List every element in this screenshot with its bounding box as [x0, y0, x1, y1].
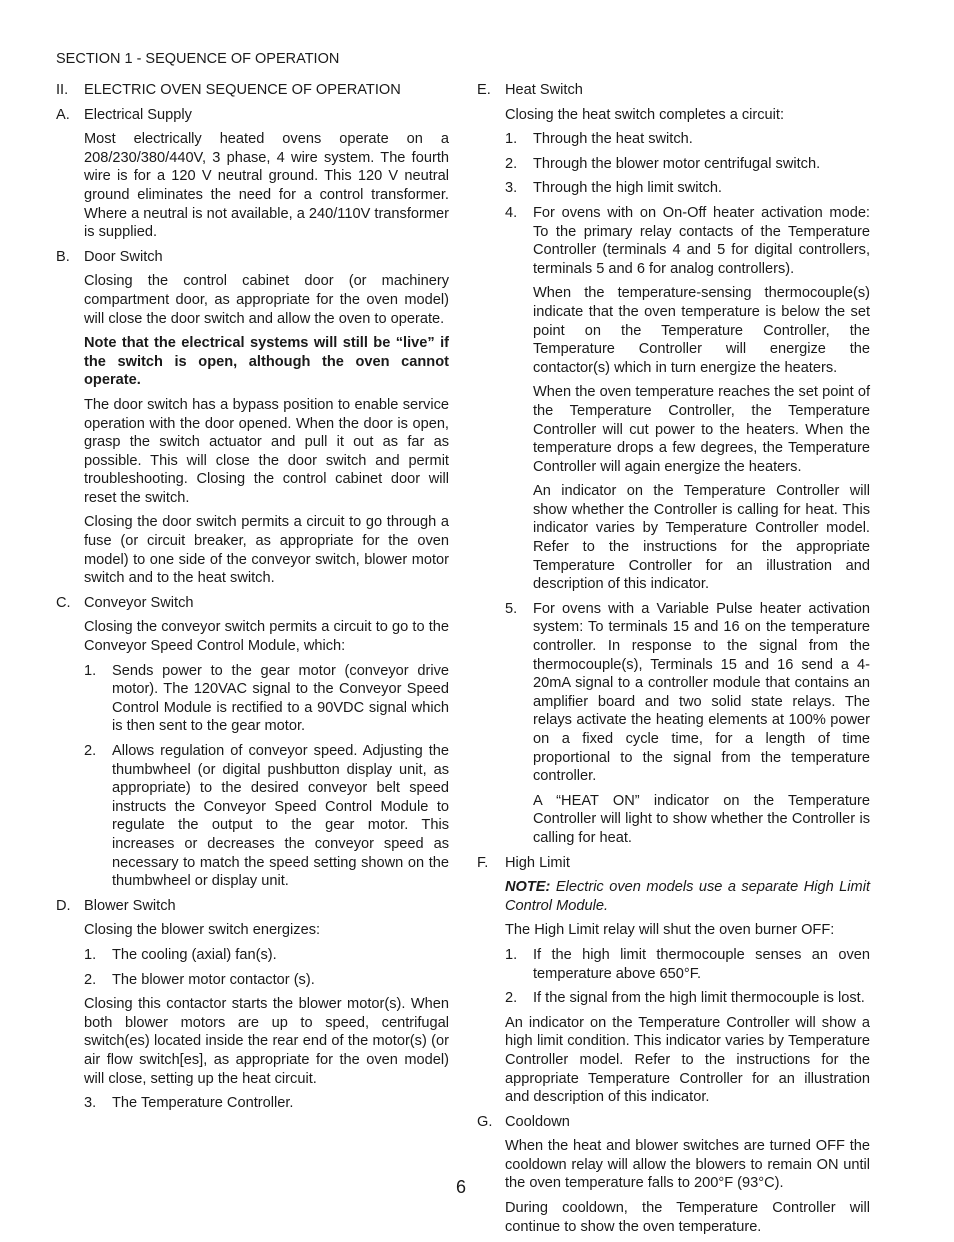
list-item-paragraph: For ovens with on On-Off heater activation mode: To the primary relay contacts of the Temperature Controller (terminals 4 and 5 for digital controllers, terminals 5 and 6 for analog controllers).	[533, 204, 870, 277]
section-g-paragraph-1: When the heat and blower switches are turned OFF the cooldown relay will allow the blowers to remain ON until the oven temperature falls to 200°F (93°C).	[505, 1138, 870, 1192]
section-e-label: E.	[477, 82, 491, 98]
list-item-number: 3.	[84, 1095, 97, 1112]
list-item-number: 2.	[505, 155, 518, 172]
section-b-paragraph-1: Closing the control cabinet door (or machinery compartment door, as appropriate for the oven model) will close the door switch and allow the oven to operate.	[84, 273, 449, 327]
list-item-text: The cooling (axial) fan(s).	[112, 946, 277, 963]
list-item	[84, 946, 449, 965]
list-item-text: Through the blower motor centrifugal switch.	[533, 155, 821, 172]
section-b-heading	[56, 248, 449, 267]
list-item	[84, 1094, 449, 1113]
list-item-number: 2.	[505, 990, 518, 1007]
list-item-number: 1.	[505, 131, 518, 148]
list-item	[505, 989, 870, 1008]
section-a-paragraph: Most electrically heated ovens operate on a 208/230/380/440V, 3 phase, 4 wire system. The fourth wire is for a 120 V neutral ground. This 120 V neutral ground eliminates the need for a control transformer. Where a neutral is not available, a 240/110V transformer is supplied.	[84, 131, 449, 241]
section-f-note	[505, 878, 870, 915]
section-a-heading	[56, 106, 449, 125]
list-item-paragraph: When the oven temperature reaches the set point of the Temperature Controller, the Temperature Controller will cut power to the heaters. When the temperature drops a few degrees, the Temperature Controller will again energize the heaters.	[533, 384, 870, 475]
section-b-paragraph-3: Closing the door switch permits a circuit to go through a fuse (or circuit breaker, as appropriate for the oven model) to one side of the conveyor switch, blower motor switch and to the heat switch.	[84, 514, 449, 587]
section-a-label: A.	[56, 106, 70, 123]
section-g-paragraph-2: During cooldown, the Temperature Controller will continue to show the oven temperature.	[505, 1200, 870, 1235]
section-b-note: Note that the electrical systems will still be “live” if the switch is open, although the oven cannot operate.	[84, 335, 449, 389]
section-d-paragraph-2: Closing this contactor starts the blower motor(s). When both blower motors are up to speed, centrifugal switch(es) located inside the rear end of the motor(s) (or air flow switch[es], as appropriate for the oven model) will close, setting up the heat circuit.	[84, 996, 449, 1087]
list-item-number: 4.	[505, 204, 518, 221]
note-label: NOTE:	[505, 879, 551, 896]
section-e-heading	[477, 81, 870, 100]
section-f-title: High Limit	[505, 854, 570, 871]
left-column	[56, 81, 449, 1119]
list-item-text: If the high limit thermocouple senses an oven temperature above 650°F.	[533, 946, 870, 982]
list-item-number: 1.	[84, 946, 97, 963]
list-item-body	[533, 204, 870, 594]
note-text: Electric oven models use a separate High Limit Control Module.	[505, 879, 870, 914]
section-e-paragraph: Closing the heat switch completes a circuit:	[505, 106, 785, 123]
section-b-title: Door Switch	[84, 248, 163, 265]
section-f-paragraph-1: The High Limit relay will shut the oven burner OFF:	[505, 922, 835, 939]
list-item-paragraph: An indicator on the Temperature Controller will show whether the Controller is calling for heat. This indicator varies by Temperature Controller model. Refer to the instructions for the appropriate Temperature Controller for an illustration and description of this indicator.	[533, 483, 870, 593]
list-item-paragraph: For ovens with a Variable Pulse heater activation system: To terminals 15 and 16 on the temperature controller. In response to the signal from the thermocouple(s), Terminals 15 and 16 send a 4-20mA signal to a controller module that contains an amplifier board and two solid state relays. The relays activate the heating elements at 100% power on a fixed cycle time, for a length of time proportional to the signal from the temperature controller.	[533, 600, 870, 785]
list-item-text: Through the high limit switch.	[533, 180, 722, 197]
section-f-paragraph-2: An indicator on the Temperature Controller will show a high limit condition. This indicator varies by Temperature Controller model. Refer to the instructions for the appropriate Temperature Controller for an illustration and description of this indicator.	[505, 1014, 870, 1106]
chapter-heading	[56, 81, 449, 100]
list-item-text: Through the heat switch.	[533, 131, 693, 148]
list-item	[505, 130, 870, 149]
list-item-body	[533, 600, 870, 848]
section-c-title: Conveyor Switch	[84, 594, 194, 611]
page-number: 6	[456, 1177, 467, 1197]
list-item-number: 2.	[84, 743, 97, 759]
section-d-paragraph-1: Closing the blower switch energizes:	[84, 922, 321, 939]
list-item-paragraph: A “HEAT ON” indicator on the Temperature Controller will light to show whether the Controller is calling for heat.	[533, 792, 870, 846]
list-item	[84, 662, 449, 736]
section-d-label: D.	[56, 897, 71, 914]
section-g-label: G.	[477, 1113, 493, 1130]
list-item	[84, 971, 449, 990]
list-item	[505, 155, 870, 174]
list-item-number: 3.	[505, 180, 518, 197]
list-item-text: Allows regulation of conveyor speed. Adjusting the thumbwheel (or digital pushbutton display unit, as appropriate) to the desired conveyor belt speed instructs the Conveyor Speed Control Module to regulate the output to the gear motor. This increases or decreases the conveyor speed as necessary to match the speed setting shown on the thumbwheel or display unit.	[112, 743, 449, 890]
list-item-number: 1.	[505, 946, 518, 963]
chapter-title: ELECTRIC OVEN SEQUENCE OF OPERATION	[84, 82, 401, 98]
list-item	[505, 204, 870, 594]
section-d-heading	[56, 897, 449, 916]
section-f-label: F.	[477, 854, 489, 871]
section-header: SECTION 1 - SEQUENCE OF OPERATION	[56, 51, 340, 67]
section-b-label: B.	[56, 248, 70, 265]
section-g-title: Cooldown	[505, 1113, 570, 1130]
list-item	[505, 179, 870, 198]
section-e-title: Heat Switch	[505, 82, 583, 98]
section-c-heading	[56, 594, 449, 613]
section-g-heading	[477, 1113, 870, 1132]
list-item-text: If the signal from the high limit thermocouple is lost.	[533, 990, 865, 1007]
list-item-text: The Temperature Controller.	[112, 1095, 294, 1112]
section-b-paragraph-2: The door switch has a bypass position to enable service operation with the door opened. When the door is open, grasp the switch actuator and pull it out as far as possible. This will close the door switch and permit troubleshooting. Closing the control cabinet door will reset the switch.	[84, 396, 449, 506]
list-item	[505, 600, 870, 848]
section-c-label: C.	[56, 594, 71, 611]
right-column	[477, 81, 870, 1242]
section-f-heading	[477, 854, 870, 873]
list-item-number: 2.	[84, 971, 97, 988]
list-item-paragraph: When the temperature-sensing thermocouple(s) indicate that the oven temperature is below the set point on the Temperature Controller, the Temperature Controller will energize the contactor(s) which in turn energize the heaters.	[533, 285, 870, 376]
list-item-text: The blower motor contactor (s).	[112, 971, 315, 988]
list-item	[84, 742, 449, 891]
section-c-paragraph: Closing the conveyor switch permits a circuit to go to the Conveyor Speed Control Module, which:	[84, 619, 449, 655]
section-a-title: Electrical Supply	[84, 106, 192, 123]
list-item-number: 1.	[84, 662, 97, 679]
chapter-number: II.	[56, 82, 69, 98]
section-d-title: Blower Switch	[84, 897, 176, 914]
list-item	[505, 946, 870, 983]
list-item-text: Sends power to the gear motor (conveyor drive motor). The 120VAC signal to the Conveyor Speed Control Module is rectified to a 90VDC signal which is then sent to the gear motor.	[112, 662, 449, 735]
list-item-number: 5.	[505, 600, 518, 617]
